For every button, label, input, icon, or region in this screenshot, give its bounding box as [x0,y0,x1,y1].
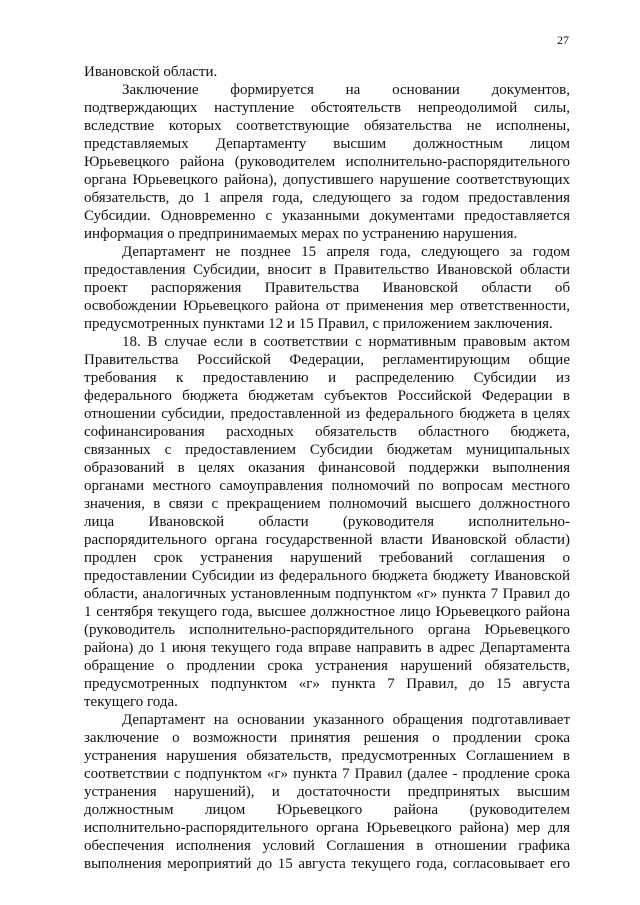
text-line: исполнительно-распорядительного органа Юрьевецкого района) мер для [84,820,570,836]
text-line: Департамент на основании указанного обращения подготавливает [122,712,570,728]
text-line: продлен срок устранения нарушений требований соглашения о [84,550,570,566]
text-line: обеспечения исполнения условий Соглашения в отношении графика [84,838,570,854]
text-line: Департамент не позднее 15 апреля года, следующего за годом [122,244,570,260]
text-line: проект распоряжения Правительства Ивановской области об [84,280,570,296]
text-line: устранения нарушения обязательств, предусмотренных Соглашением в [84,748,570,764]
text-line: Субсидии. Одновременно с указанными документами предоставляется [84,208,570,224]
text-line: подтверждающих наступление обстоятельств непреодолимой силы, [84,100,570,116]
paragraph [84,711,570,873]
text-line: органа Юрьевецкого района), допустившего нарушение соответствующих [84,172,570,188]
paragraph [84,243,570,333]
text-line: должностным лицом Юрьевецкого района (руководителем [84,802,570,818]
text-line: устранения нарушений), и достаточности предпринятых высшим [84,784,570,800]
text-line: области, аналогичных установленным подпунктом «г» пункта 7 Правил до [84,586,570,602]
text-line: обращение о продлении срока устранения нарушений обязательств, [84,658,570,674]
paragraph [84,333,570,711]
text-line: органами местного самоуправления полномочий по вопросам местного [84,478,570,494]
text-line: распорядительного органа государственной власти Ивановской области) [84,532,570,548]
text-line: обязательств, до 1 апреля года, следующего за годом предоставления [84,190,570,206]
document-body [84,63,570,873]
text-line: предоставления Субсидии, вносит в Правительство Ивановской области [84,262,570,278]
text-line: вследствие которых соответствующие обязательства не исполнены, [84,118,570,134]
text-line: (руководитель исполнительно-распорядительного органа Юрьевецкого [84,622,570,638]
text-line: предусмотренных подпунктом «г» пункта 7 Правил, до 15 августа [84,676,570,692]
text-line: значения, в связи с прекращением полномочий высшего должностного [84,496,570,512]
text-line: 1 сентября текущего года, высшее должностное лицо Юрьевецкого района [84,604,570,620]
text-line: представляемых Департаменту высшим должностным лицом [84,136,570,152]
text-line: Заключение формируется на основании документов, [122,82,570,98]
text-line: отношении субсидии, предоставленной из федерального бюджета в целях [84,406,570,422]
text-line: лица Ивановской области (руководителя исполнительно- [84,514,570,530]
text-line: связанных с предоставлением Субсидии бюджетам муниципальных [84,442,570,458]
text-line: предоставлении Субсидии из федерального бюджета бюджету Ивановской [84,568,570,584]
paragraph [84,81,570,243]
text-line: образований в целях оказания финансовой поддержки выполнения [84,460,570,476]
text-line: федерального бюджета бюджетам субъектов Российской Федерации в [84,388,570,404]
text-line: освобождении Юрьевецкого района от применения мер ответственности, [84,298,570,314]
text-line: 18. В случае если в соответствии с нормативным правовым актом [122,334,570,350]
text-line: требования к предоставлению и распределению Субсидии из [84,370,570,386]
text-line: Правительства Российской Федерации, регламентирующим общие [84,352,570,368]
text-line: Ивановской области. [84,64,218,80]
text-line: предусмотренных пунктами 12 и 15 Правил, с приложением заключения. [84,316,553,332]
text-line: заключение о возможности принятия решения о продлении срока [84,730,570,746]
text-line: района) до 1 июня текущего года вправе направить в адрес Департамента [84,640,570,656]
paragraph [84,63,570,81]
text-line: выполнения мероприятий до 15 августа текущего года, согласовывает его [84,856,570,872]
page-number: 27 [557,33,569,47]
text-line: Юрьевецкого района (руководителем исполнительно-распорядительного [84,154,570,170]
text-line: текущего года. [84,694,178,710]
text-line: информация о предпринимаемых мерах по устранению нарушения. [84,226,518,242]
text-line: соответствии с подпунктом «г» пункта 7 Правил (далее - продление срока [84,766,570,782]
text-line: софинансирования расходных обязательств областного бюджета, [84,424,570,440]
